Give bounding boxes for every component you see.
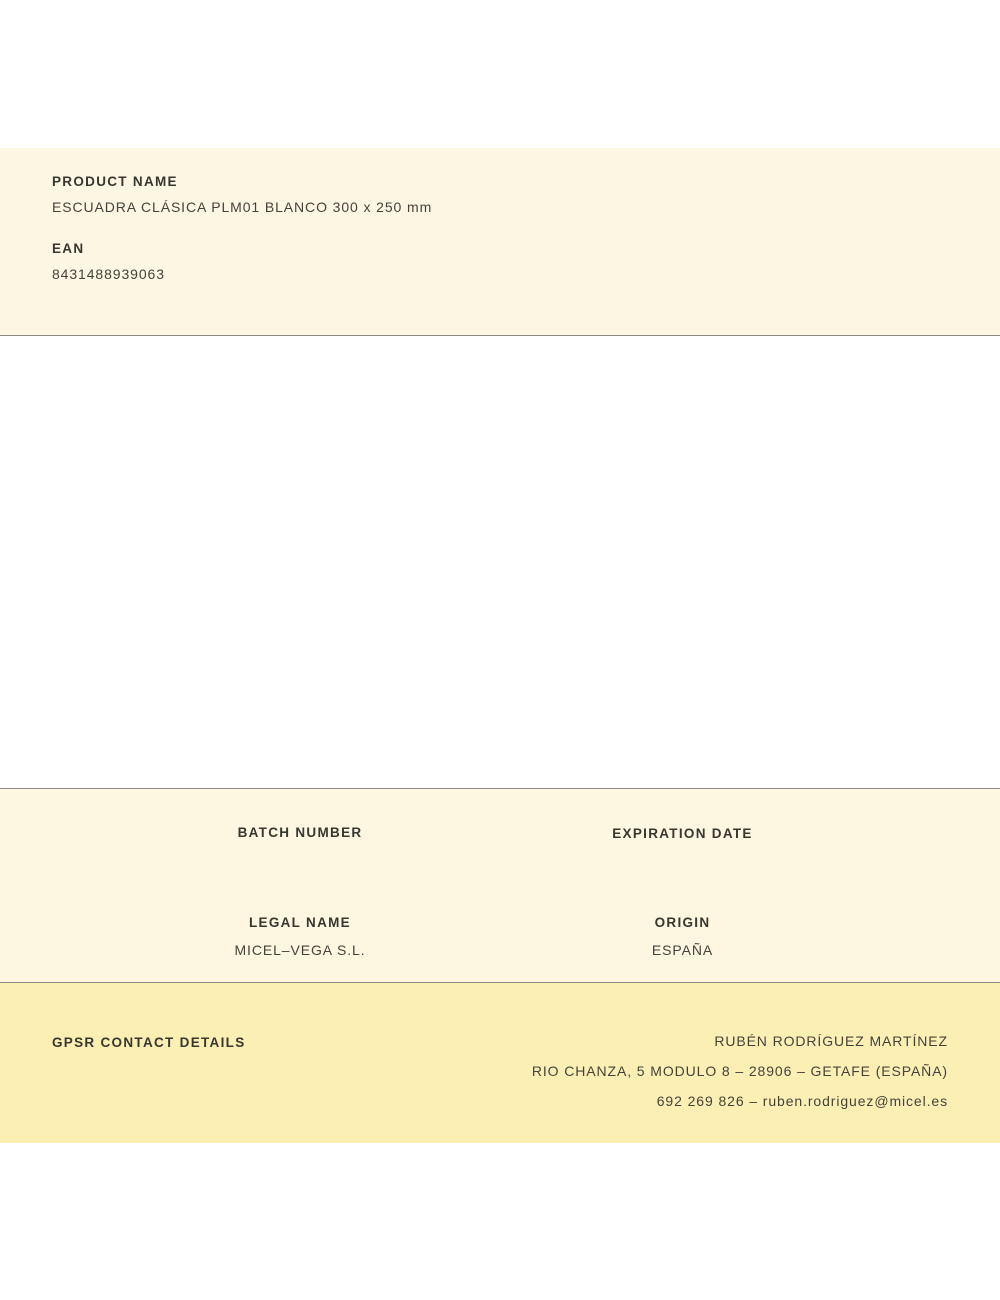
legal-name-field bbox=[0, 915, 600, 960]
ean-label: EAN bbox=[52, 241, 85, 256]
batch-number-field bbox=[0, 825, 600, 869]
product-name-label: PRODUCT NAME bbox=[52, 174, 178, 189]
batch-number-label: BATCH NUMBER bbox=[237, 825, 363, 840]
product-name-value: ESCUADRA CLÁSICA PLM01 BLANCO 300 x 250 mm bbox=[52, 199, 433, 215]
origin-inner bbox=[600, 915, 765, 958]
legal-name-value: MICEL–VEGA S.L. bbox=[234, 942, 366, 958]
batch-row-bottom bbox=[0, 915, 1000, 960]
origin-label: ORIGIN bbox=[654, 915, 711, 930]
origin-value: ESPAÑA bbox=[651, 942, 714, 958]
ean-value: 8431488939063 bbox=[52, 266, 165, 282]
expiration-date-field bbox=[600, 825, 1000, 869]
blank-footer-area bbox=[0, 1143, 1000, 1300]
batch-row-top bbox=[0, 825, 1000, 869]
expiration-date-label: EXPIRATION DATE bbox=[612, 826, 753, 841]
gpsr-contact-address: RIO CHANZA, 5 MODULO 8 – 28906 – GETAFE (ESPAÑA) bbox=[531, 1063, 948, 1079]
batch-number-value bbox=[0, 852, 600, 868]
legal-name-label: LEGAL NAME bbox=[248, 915, 351, 930]
blank-content-area bbox=[0, 336, 1000, 788]
origin-field bbox=[600, 915, 1000, 960]
gpsr-contact-name: RUBÉN RODRÍGUEZ MARTÍNEZ bbox=[714, 1033, 948, 1049]
gpsr-contact-block bbox=[0, 983, 1000, 1143]
expiration-date-inner bbox=[600, 826, 765, 869]
product-info-inner bbox=[0, 148, 1000, 282]
product-info-block bbox=[0, 148, 1000, 336]
product-name-field bbox=[52, 174, 950, 215]
gpsr-contact-label: GPSR CONTACT DETAILS bbox=[52, 1035, 246, 1050]
expiration-date-value bbox=[600, 853, 765, 869]
gpsr-contact-phone-email: 692 269 826 – ruben.rodriguez@micel.es bbox=[656, 1093, 948, 1109]
ean-field bbox=[52, 241, 950, 282]
gpsr-contact-lines bbox=[532, 1031, 948, 1112]
batch-info-block bbox=[0, 788, 1000, 983]
